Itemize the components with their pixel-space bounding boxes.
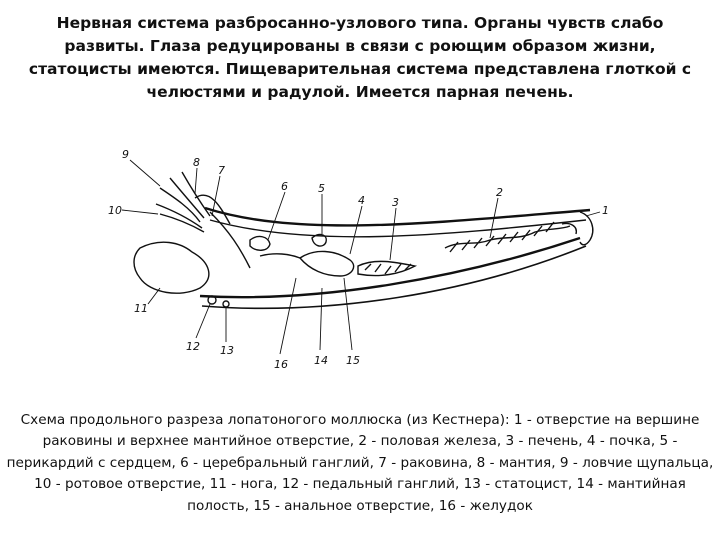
label-2: 2 <box>496 186 503 199</box>
label-1: 1 <box>602 204 609 217</box>
label-8: 8 <box>193 156 200 169</box>
label-4: 4 <box>358 194 365 207</box>
slide-heading: Нервная система разбросанно-узлового типа. Органы чувств слабо развиты. Глаза редуцированы в связи с роющим образом жизни, статоцисты имеются. Пищеварительная система представлена глоткой с челюстями и радулой. Имеется парная печень. <box>28 14 692 101</box>
label-11: 11 <box>134 302 148 315</box>
label-16: 16 <box>274 358 288 371</box>
label-5: 5 <box>318 182 325 195</box>
label-7: 7 <box>218 164 225 177</box>
label-12: 12 <box>186 340 200 353</box>
label-14: 14 <box>314 354 328 367</box>
label-10: 10 <box>108 204 122 217</box>
figure-caption: Схема продольного разреза лопатоногого моллюска (из Кестнера): 1 - отверстие на вершине раковины и верхнее мантийное отверстие, 2 - половая железа, 3 - печень, 4 - почка, 5 - перикардий с сердцем, 6 - церебральный ганглий, 7 - раковина, 8 - мантия, 9 - ловчие щупальца, 10 - ротовое отверстие, 11 - нога, 12 - педальный ганглий, 13 - статоцист, 14 - мантийная полость, 15 - анальное отверстие, 16 - желудок <box>6 412 714 514</box>
diagram-svg <box>100 128 620 388</box>
label-3: 3 <box>392 196 399 209</box>
label-6: 6 <box>281 180 288 193</box>
shell-outline <box>122 160 600 354</box>
label-9: 9 <box>122 148 129 161</box>
label-13: 13 <box>220 344 234 357</box>
label-15: 15 <box>346 354 360 367</box>
mollusc-section-diagram <box>100 128 620 388</box>
diagram-labels <box>108 148 609 371</box>
